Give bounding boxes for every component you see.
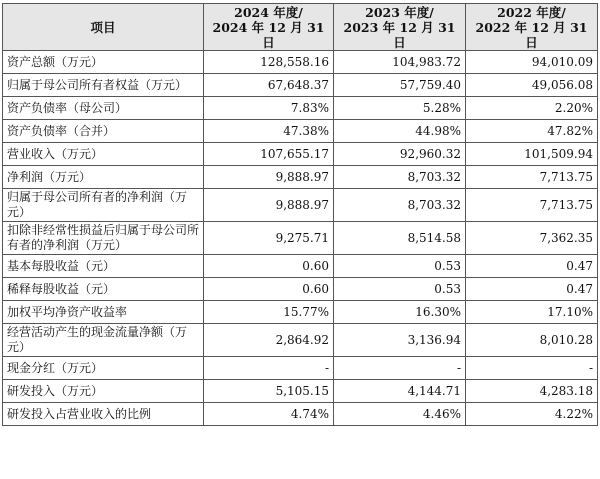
table-row [3,166,598,189]
row-label: 现金分红（万元） [3,357,204,380]
row-label: 研发投入（万元） [3,380,204,403]
cell-2022: 0.47 [466,278,598,301]
cell-2022: 94,010.09 [466,51,598,74]
table-row [3,380,598,403]
cell-2024: 4.74% [204,403,334,426]
cell-2023: 0.53 [334,255,466,278]
cell-2022: 49,056.08 [466,74,598,97]
cell-2023: 4,144.71 [334,380,466,403]
table-row [3,51,598,74]
cell-2022: 2.20% [466,97,598,120]
cell-2023: - [334,357,466,380]
table-row [3,324,598,357]
row-label: 加权平均净资产收益率 [3,301,204,324]
cell-2022: 7,362.35 [466,222,598,255]
row-label: 资产总额（万元） [3,51,204,74]
row-label: 净利润（万元） [3,166,204,189]
row-label: 稀释每股收益（元） [3,278,204,301]
cell-2024: 9,888.97 [204,189,334,222]
cell-2024: 47.38% [204,120,334,143]
row-label: 归属于母公司所有者的净利润（万元） [3,189,204,222]
table-row [3,97,598,120]
cell-2024: 0.60 [204,255,334,278]
cell-2023: 4.46% [334,403,466,426]
cell-2024: 9,275.71 [204,222,334,255]
cell-2023: 44.98% [334,120,466,143]
table-row [3,301,598,324]
table-row [3,403,598,426]
table-row [3,255,598,278]
cell-2024: 128,558.16 [204,51,334,74]
cell-2023: 8,703.32 [334,166,466,189]
financial-indicators-table [2,3,598,426]
row-label: 归属于母公司所有者权益（万元） [3,74,204,97]
row-label: 经营活动产生的现金流量净额（万元） [3,324,204,357]
row-label: 研发投入占营业收入的比例 [3,403,204,426]
cell-2024: 5,105.15 [204,380,334,403]
cell-2022: - [466,357,598,380]
cell-2024: 107,655.17 [204,143,334,166]
cell-2023: 16.30% [334,301,466,324]
cell-2022: 47.82% [466,120,598,143]
cell-2024: - [204,357,334,380]
row-label: 扣除非经常性损益后归属于母公司所有者的净利润（万元） [3,222,204,255]
cell-2024: 67,648.37 [204,74,334,97]
header-2022: 2022 年度/ 2022 年 12 月 31 日 [466,4,598,51]
table-row [3,189,598,222]
cell-2023: 3,136.94 [334,324,466,357]
table-row [3,357,598,380]
cell-2023: 0.53 [334,278,466,301]
header-item: 项目 [3,4,204,51]
table-row [3,222,598,255]
table-row [3,278,598,301]
row-label: 营业收入（万元） [3,143,204,166]
cell-2023: 5.28% [334,97,466,120]
cell-2023: 104,983.72 [334,51,466,74]
table-row [3,143,598,166]
cell-2024: 9,888.97 [204,166,334,189]
cell-2023: 92,960.32 [334,143,466,166]
header-2024: 2024 年度/ 2024 年 12 月 31 日 [204,4,334,51]
cell-2022: 101,509.94 [466,143,598,166]
cell-2024: 0.60 [204,278,334,301]
cell-2022: 8,010.28 [466,324,598,357]
cell-2024: 2,864.92 [204,324,334,357]
row-label: 基本每股收益（元） [3,255,204,278]
cell-2024: 15.77% [204,301,334,324]
cell-2023: 57,759.40 [334,74,466,97]
cell-2022: 7,713.75 [466,189,598,222]
cell-2022: 17.10% [466,301,598,324]
table-header-row [3,4,598,51]
cell-2024: 7.83% [204,97,334,120]
cell-2023: 8,514.58 [334,222,466,255]
cell-2023: 8,703.32 [334,189,466,222]
row-label: 资产负债率（合并） [3,120,204,143]
cell-2022: 7,713.75 [466,166,598,189]
cell-2022: 4,283.18 [466,380,598,403]
table-row [3,74,598,97]
row-label: 资产负债率（母公司） [3,97,204,120]
table-row [3,120,598,143]
cell-2022: 4.22% [466,403,598,426]
cell-2022: 0.47 [466,255,598,278]
header-2023: 2023 年度/ 2023 年 12 月 31 日 [334,4,466,51]
